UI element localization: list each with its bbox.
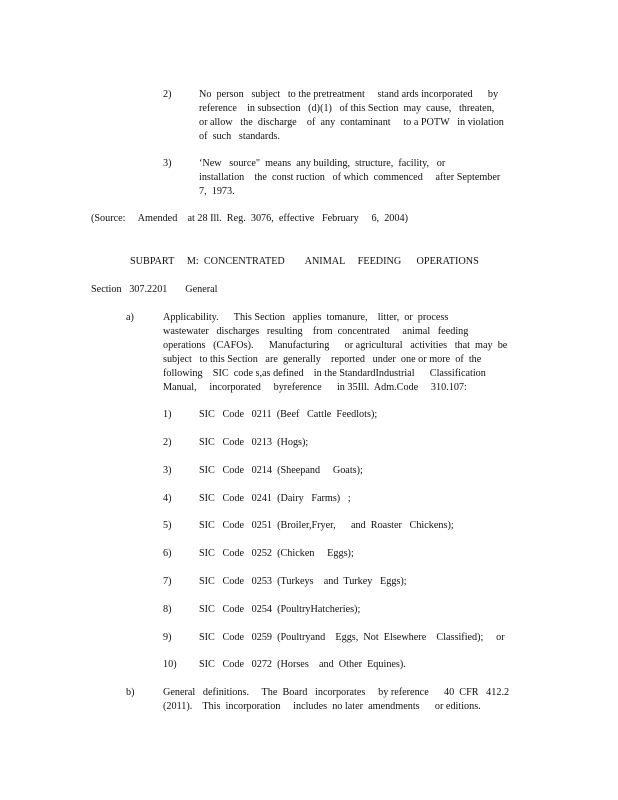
para-a-line-3: operations (CAFOs). Manufacturing or agricultural activities that may be <box>163 340 508 351</box>
item-2-line-3: or allow the discharge of any contaminant to a POTW in violation <box>199 117 504 128</box>
item-2-line-4: of such standards. <box>199 131 280 142</box>
item-2-line-1: No person subject to the pretreatment stand ards incorporated by <box>199 89 499 100</box>
para-b-line-1: General definitions. The Board incorporates by reference 40 CFR 412.2 <box>163 687 510 698</box>
sic-item-2-text: SIC Code 0213 (Hogs); <box>199 437 309 448</box>
sic-item-3-number: 3) <box>163 465 172 476</box>
item-3-line-3: 7, 1973. <box>199 186 235 197</box>
item-3-line-2: installation the const ruction of which commenced after September <box>199 172 501 183</box>
sic-item-9-text: SIC Code 0259 (Poultryand Eggs, Not Elsewhere Classified); or <box>199 632 505 643</box>
subpart-heading: SUBPART M: CONCENTRATED ANIMAL FEEDING OPERATIONS <box>130 256 479 267</box>
sic-item-10-text: SIC Code 0272 (Horses and Other Equines). <box>199 659 406 670</box>
sic-item-6-text: SIC Code 0252 (Chicken Eggs); <box>199 548 354 559</box>
para-b-label: b) <box>126 687 135 698</box>
item-3-line-1: ‘New source" means any building, structure, facility, or <box>199 158 446 169</box>
sic-item-6-number: 6) <box>163 548 172 559</box>
item-2-number: 2) <box>163 89 172 100</box>
sic-item-5-text: SIC Code 0251 (Broiler,Fryer, and Roaster Chickens); <box>199 520 454 531</box>
sic-item-4-text: SIC Code 0241 (Dairy Farms) ; <box>199 493 351 504</box>
sic-item-5-number: 5) <box>163 520 172 531</box>
para-b-line-2: (2011). This incorporation includes no later amendments or editions. <box>163 701 481 712</box>
sic-item-1-number: 1) <box>163 409 172 420</box>
sic-item-8-text: SIC Code 0254 (PoultryHatcheries); <box>199 604 361 615</box>
para-a-line-4: subject to this Section are generally reported under one or more of the <box>163 354 482 365</box>
para-a-line-1: Applicability. This Section applies tomanure, litter, or process <box>163 312 449 323</box>
para-a-line-5: following SIC code s,as defined in the StandardIndustrial Classification <box>163 368 486 379</box>
sic-item-7-number: 7) <box>163 576 172 587</box>
sic-item-8-number: 8) <box>163 604 172 615</box>
sic-item-4-number: 4) <box>163 493 172 504</box>
source-note: (Source: Amended at 28 Ill. Reg. 3076, effective February 6, 2004) <box>91 213 408 224</box>
para-a-line-2: wastewater discharges resulting from concentrated animal feeding <box>163 326 469 337</box>
sic-item-9-number: 9) <box>163 632 172 643</box>
sic-item-2-number: 2) <box>163 437 172 448</box>
item-3-number: 3) <box>163 158 172 169</box>
section-heading: Section 307.2201 General <box>91 284 218 295</box>
sic-item-3-text: SIC Code 0214 (Sheepand Goats); <box>199 465 363 476</box>
para-a-line-6: Manual, incorporated byreference in 35Ill. Adm.Code 310.107: <box>163 382 467 393</box>
sic-item-10-number: 10) <box>163 659 177 670</box>
item-2-line-2: reference in subsection (d)(1) of this Section may cause, threaten, <box>199 103 495 114</box>
sic-item-7-text: SIC Code 0253 (Turkeys and Turkey Eggs); <box>199 576 407 587</box>
sic-item-1-text: SIC Code 0211 (Beef Cattle Feedlots); <box>199 409 378 420</box>
para-a-label: a) <box>126 312 134 323</box>
